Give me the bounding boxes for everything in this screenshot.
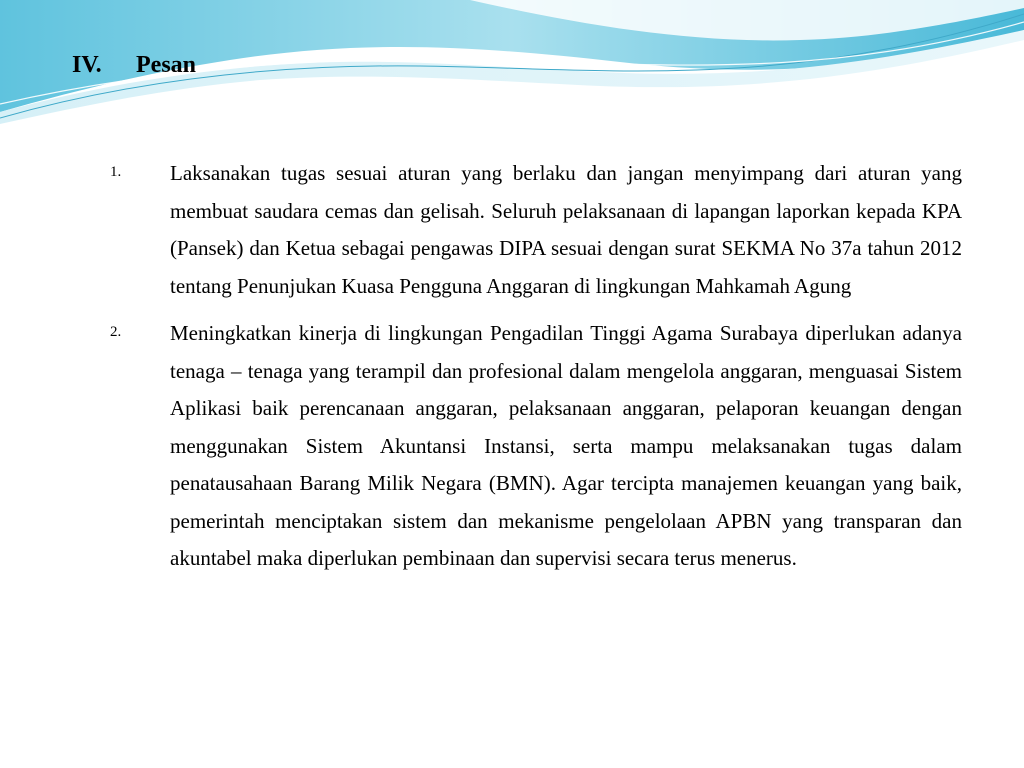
numbered-list [110, 155, 962, 578]
list-item-number: 2. [110, 324, 122, 340]
title-text: Pesan [136, 52, 196, 78]
slide-title [72, 52, 196, 79]
list-item-text: Laksanakan tugas sesuai aturan yang berlaku dan jangan menyimpang dari aturan yang membuat saudara cemas dan gelisah. Seluruh pelaksanaan di lapangan laporkan kepada KPA (Pansek) dan Ketua sebagai pengawas DIPA sesuai dengan surat SEKMA No 37a tahun 2012 tentang Penunjukan Kuasa Pengguna Anggaran di lingkungan Mahkamah Agung [170, 161, 962, 298]
list-item [110, 155, 962, 305]
list-item [110, 315, 962, 578]
list-item-text: Meningkatkan kinerja di lingkungan Pengadilan Tinggi Agama Surabaya diperlukan adanya tenaga – tenaga yang terampil dan profesional dalam mengelola anggaran, menguasai Sistem Aplikasi baik perencanaan anggaran, pelaksanaan anggaran, pelaporan keuangan dengan menggunakan Sistem Akuntansi Instansi, serta mampu melaksanakan tugas dalam penatausahaan Barang Milik Negara (BMN). Agar tercipta manajemen keuangan yang baik, pemerintah menciptakan sistem dan mekanisme pengelolaan APBN yang transparan dan akuntabel maka diperlukan pembinaan dan supervisi secara terus menerus. [170, 321, 962, 570]
list-item-number: 1. [110, 164, 122, 180]
title-number: IV. [72, 52, 102, 78]
